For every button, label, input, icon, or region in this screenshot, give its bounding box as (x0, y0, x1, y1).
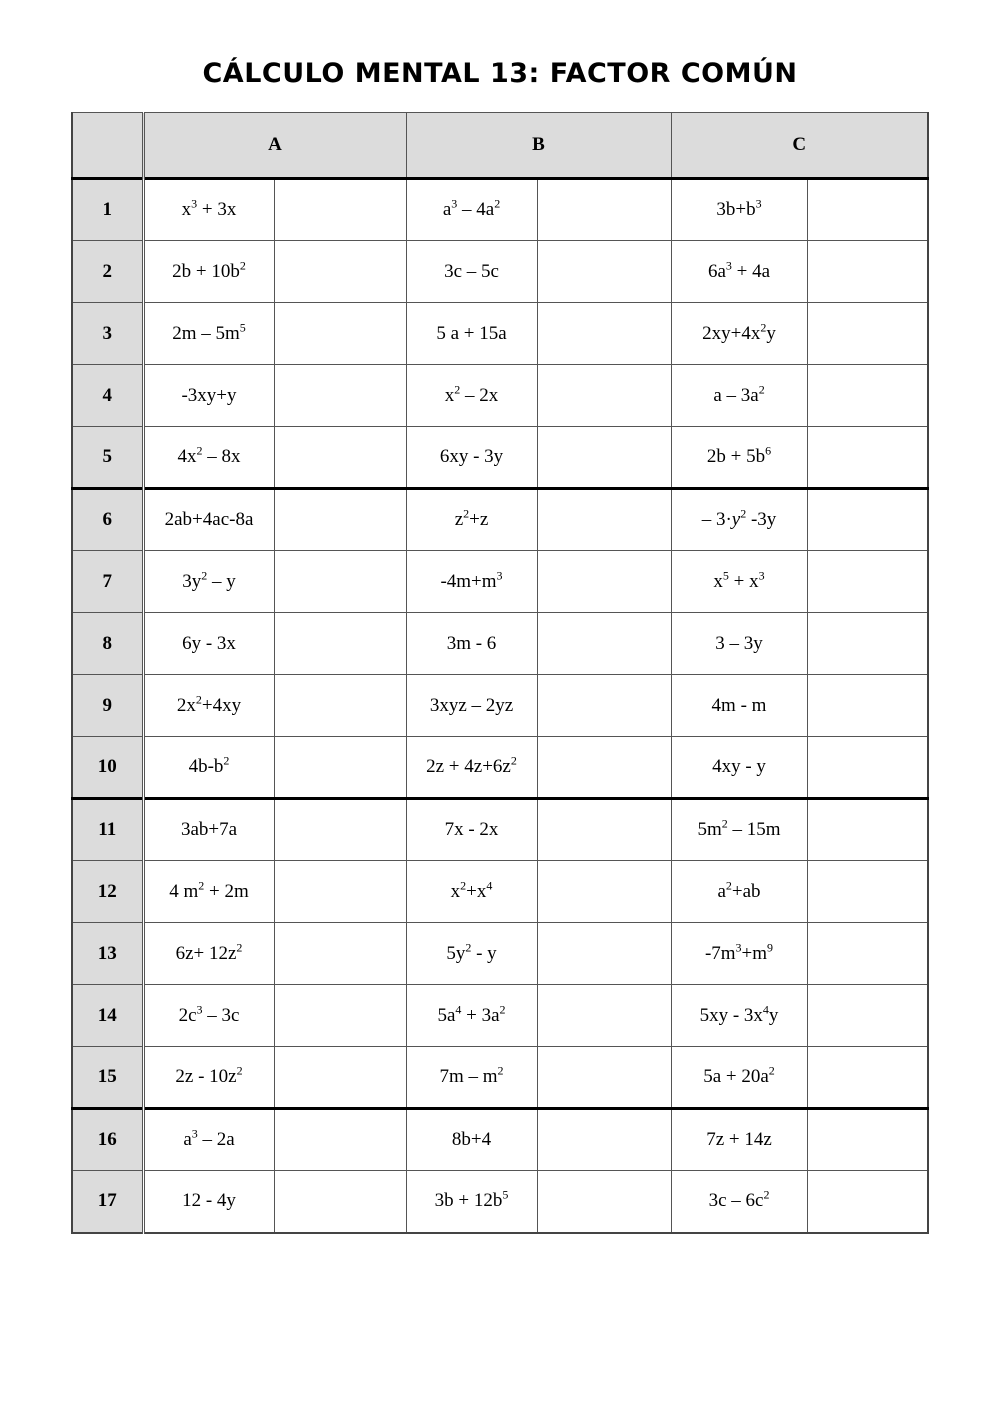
answer-cell-c[interactable] (807, 675, 928, 737)
expression-a: $4x^2 - 8x$ (143, 427, 274, 489)
expression-a: $3y^2$ – y (143, 551, 274, 613)
expression-b: $x^2+x^4$ (406, 861, 537, 923)
expression-c: $5xy - 3x^4y$ (671, 985, 807, 1047)
expression-a: $6z+ 12z^2$ (143, 923, 274, 985)
answer-cell-b[interactable] (537, 365, 671, 427)
expression-b: $z^2+z$ (406, 489, 537, 551)
expression-c: $a^2+ab$ (671, 861, 807, 923)
answer-cell-c[interactable] (807, 427, 928, 489)
expression-c: $x^5 + x^3$ (671, 551, 807, 613)
expression-a: $2m - 5m^5$ (143, 303, 274, 365)
answer-cell-b[interactable] (537, 551, 671, 613)
answer-cell-c[interactable] (807, 1109, 928, 1171)
exercise-row (72, 1109, 928, 1171)
expression-c: 4m - m (671, 675, 807, 737)
exercise-rows (72, 179, 928, 1233)
expression-c: $2xy+4x^2y$ (671, 303, 807, 365)
page-title: CÁLCULO MENTAL 13: FACTOR COMÚN (202, 58, 798, 89)
answer-cell-b[interactable] (537, 799, 671, 861)
answer-cell-c[interactable] (807, 241, 928, 303)
expression-b: $2z + 4z+6z^2$ (406, 737, 537, 799)
answer-cell-c[interactable] (807, 365, 928, 427)
answer-cell-a[interactable] (274, 737, 406, 799)
answer-cell-a[interactable] (274, 241, 406, 303)
answer-cell-a[interactable] (274, 985, 406, 1047)
answer-cell-c[interactable] (807, 1171, 928, 1233)
exercise-row (72, 1047, 928, 1109)
expression-c: – $3\cdot y^2$ -3y (671, 489, 807, 551)
expression-b: $5y^2$ - y (406, 923, 537, 985)
answer-cell-a[interactable] (274, 613, 406, 675)
answer-cell-a[interactable] (274, 303, 406, 365)
expression-b: $3b + 12b^5$ (406, 1171, 537, 1233)
expression-a: 4 $m^2 + 2m$ (143, 861, 274, 923)
row-number: 8 (72, 613, 143, 675)
expression-c: $2b + 5b^6$ (671, 427, 807, 489)
answer-cell-b[interactable] (537, 675, 671, 737)
answer-cell-c[interactable] (807, 303, 928, 365)
answer-cell-b[interactable] (537, 923, 671, 985)
answer-cell-b[interactable] (537, 1109, 671, 1171)
answer-cell-a[interactable] (274, 923, 406, 985)
expression-c: 3 – 3y (671, 613, 807, 675)
column-header-a: A (143, 113, 406, 179)
row-number: 12 (72, 861, 143, 923)
answer-cell-c[interactable] (807, 551, 928, 613)
exercise-row (72, 241, 928, 303)
exercise-row (72, 613, 928, 675)
answer-cell-a[interactable] (274, 365, 406, 427)
row-number: 10 (72, 737, 143, 799)
answer-cell-a[interactable] (274, 675, 406, 737)
expression-b: $5a^4 + 3a^2$ (406, 985, 537, 1047)
exercise-row (72, 179, 928, 241)
expression-b: 8b+4 (406, 1109, 537, 1171)
expression-a: -3xy+y (143, 365, 274, 427)
column-header-row (72, 113, 928, 179)
exercise-row (72, 427, 928, 489)
expression-c: $6a^3 + 4a$ (671, 241, 807, 303)
answer-cell-b[interactable] (537, 737, 671, 799)
answer-cell-a[interactable] (274, 489, 406, 551)
exercise-row (72, 861, 928, 923)
answer-cell-b[interactable] (537, 613, 671, 675)
exercise-row (72, 985, 928, 1047)
row-number: 15 (72, 1047, 143, 1109)
answer-cell-c[interactable] (807, 799, 928, 861)
answer-cell-c[interactable] (807, 489, 928, 551)
answer-cell-b[interactable] (537, 179, 671, 241)
answer-cell-c[interactable] (807, 737, 928, 799)
answer-cell-a[interactable] (274, 179, 406, 241)
exercise-row (72, 551, 928, 613)
expression-a: 2ab+4ac-8a (143, 489, 274, 551)
exercise-row (72, 799, 928, 861)
expression-c: $3b+b^3$ (671, 179, 807, 241)
expression-a: $2x^2+4xy$ (143, 675, 274, 737)
answer-cell-a[interactable] (274, 799, 406, 861)
row-number: 4 (72, 365, 143, 427)
answer-cell-c[interactable] (807, 613, 928, 675)
exercise-row (72, 365, 928, 427)
expression-b: $-4m+m^3$ (406, 551, 537, 613)
answer-cell-a[interactable] (274, 861, 406, 923)
expression-a: 3ab+7a (143, 799, 274, 861)
exercise-row (72, 303, 928, 365)
answer-cell-a[interactable] (274, 1047, 406, 1109)
answer-cell-c[interactable] (807, 985, 928, 1047)
answer-cell-a[interactable] (274, 1171, 406, 1233)
row-number: 13 (72, 923, 143, 985)
row-number: 2 (72, 241, 143, 303)
answer-cell-b[interactable] (537, 427, 671, 489)
answer-cell-b[interactable] (537, 861, 671, 923)
factor-exercise-table (71, 112, 929, 1234)
answer-cell-b[interactable] (537, 1047, 671, 1109)
expression-b: 7x - 2x (406, 799, 537, 861)
answer-cell-c[interactable] (807, 861, 928, 923)
answer-cell-b[interactable] (537, 985, 671, 1047)
expression-b: 3m - 6 (406, 613, 537, 675)
answer-cell-a[interactable] (274, 1109, 406, 1171)
expression-a: $x^3 + 3x$ (143, 179, 274, 241)
expression-a: 6y - 3x (143, 613, 274, 675)
expression-b: $a^3 - 4a^2$ (406, 179, 537, 241)
expression-c: $3c - 6c^2$ (671, 1171, 807, 1233)
row-number: 6 (72, 489, 143, 551)
exercise-row (72, 737, 928, 799)
expression-b: 6xy - 3y (406, 427, 537, 489)
expression-b: 3xyz – 2yz (406, 675, 537, 737)
row-number: 17 (72, 1171, 143, 1233)
answer-cell-b[interactable] (537, 489, 671, 551)
row-number: 16 (72, 1109, 143, 1171)
expression-c: $5a + 20a^2$ (671, 1047, 807, 1109)
expression-b: 3c – 5c (406, 241, 537, 303)
expression-a: $4b-b^2$ (143, 737, 274, 799)
expression-b: $x^2 - 2x$ (406, 365, 537, 427)
expression-c: $-7m^3+m^9$ (671, 923, 807, 985)
expression-a: $2b + 10b^2$ (143, 241, 274, 303)
row-number: 14 (72, 985, 143, 1047)
answer-cell-b[interactable] (537, 241, 671, 303)
answer-cell-b[interactable] (537, 1171, 671, 1233)
answer-cell-c[interactable] (807, 923, 928, 985)
exercise-row (72, 1171, 928, 1233)
expression-a: 12 - 4y (143, 1171, 274, 1233)
row-number: 3 (72, 303, 143, 365)
row-number: 5 (72, 427, 143, 489)
expression-b: $7m - m^2$ (406, 1047, 537, 1109)
row-number: 9 (72, 675, 143, 737)
exercise-row (72, 923, 928, 985)
corner-cell (72, 113, 143, 179)
expression-c: 7z + 14z (671, 1109, 807, 1171)
answer-cell-c[interactable] (807, 179, 928, 241)
answer-cell-a[interactable] (274, 427, 406, 489)
expression-b: 5 a + 15a (406, 303, 537, 365)
row-number: 7 (72, 551, 143, 613)
row-number: 11 (72, 799, 143, 861)
answer-cell-b[interactable] (537, 303, 671, 365)
answer-cell-c[interactable] (807, 1047, 928, 1109)
expression-a: $a^3 - 2a$ (143, 1109, 274, 1171)
exercise-row (72, 675, 928, 737)
exercise-row (72, 489, 928, 551)
expression-a: $2z - 10z^2$ (143, 1047, 274, 1109)
expression-c: a – $3a^2$ (671, 365, 807, 427)
row-number: 1 (72, 179, 143, 241)
answer-cell-a[interactable] (274, 551, 406, 613)
expression-c: $5m^2 - 15m$ (671, 799, 807, 861)
column-header-c: C (671, 113, 928, 179)
expression-a: $2c^3 - 3c$ (143, 985, 274, 1047)
column-header-b: B (406, 113, 671, 179)
expression-c: 4xy - y (671, 737, 807, 799)
